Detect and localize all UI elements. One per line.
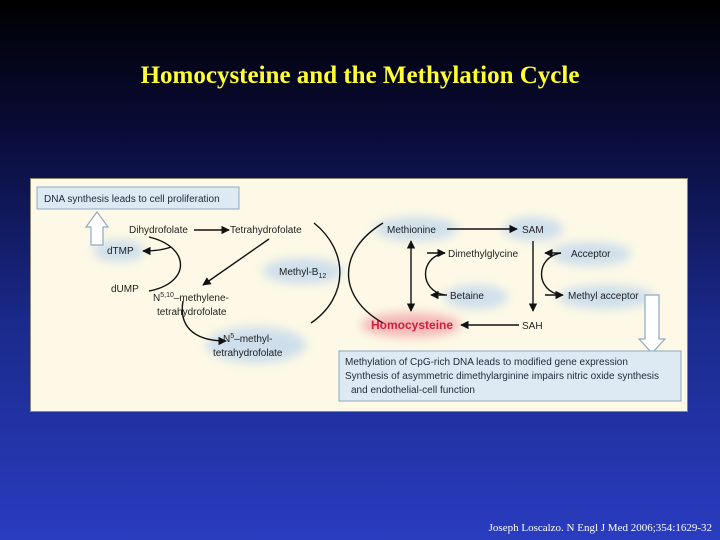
label-methyl-thf: $N^5-methyl-$ xyxy=(223,333,273,345)
label-betaine: Betaine xyxy=(450,291,484,302)
bottom-info-line-1: Methylation of CpG-rich DNA leads to modified gene expression xyxy=(345,357,628,368)
label-methyl-acceptor: Methyl acceptor xyxy=(568,291,639,302)
arrow-thf-methylene xyxy=(203,239,269,285)
label-homocysteine: Homocysteine xyxy=(371,318,454,332)
label-tetrahydrofolate: Tetrahydrofolate xyxy=(230,225,302,236)
label-dtmp: dTMP xyxy=(107,246,134,257)
node-highlights xyxy=(93,217,654,363)
diagram-canvas xyxy=(31,179,687,411)
citation: Joseph Loscalzo. N Engl J Med 2006;354:1629-32 xyxy=(488,522,712,534)
b12-curve-right xyxy=(349,223,384,323)
label-sah: SAH xyxy=(522,321,543,332)
arrow-to-dtmp xyxy=(143,247,171,251)
label-methyl-thf-line2: tetrahydrofolate xyxy=(213,348,283,359)
label-methyl-b12: Methyl-$B_{12}$ xyxy=(279,267,327,280)
slide-title: Homocysteine and the Methylation Cycle xyxy=(140,62,580,89)
arc-betaine xyxy=(426,253,446,295)
bottom-info-line-2: Synthesis of asymmetric dimethylarginine impairs nitric oxide synthesis xyxy=(345,371,660,382)
hollow-arrow-up xyxy=(86,212,108,245)
top-info-text: DNA synthesis leads to cell proliferation xyxy=(44,194,220,205)
bottom-info-line-3: and endothelial-cell function xyxy=(351,385,475,396)
label-methylene-thf-line2: tetrahydrofolate xyxy=(157,307,227,318)
label-acceptor: Acceptor xyxy=(571,249,611,260)
label-dimethylglycine: Dimethylglycine xyxy=(448,249,519,260)
label-dihydrofolate: Dihydrofolate xyxy=(129,225,188,236)
methylation-diagram xyxy=(30,178,688,412)
label-sam: SAM xyxy=(522,225,544,236)
label-methionine: Methionine xyxy=(387,225,436,236)
arc-dump-dtmp xyxy=(149,237,181,291)
label-dump: dUMP xyxy=(111,284,139,295)
label-methylene-thf: N$^{5,10}$–methylene- xyxy=(153,292,229,304)
